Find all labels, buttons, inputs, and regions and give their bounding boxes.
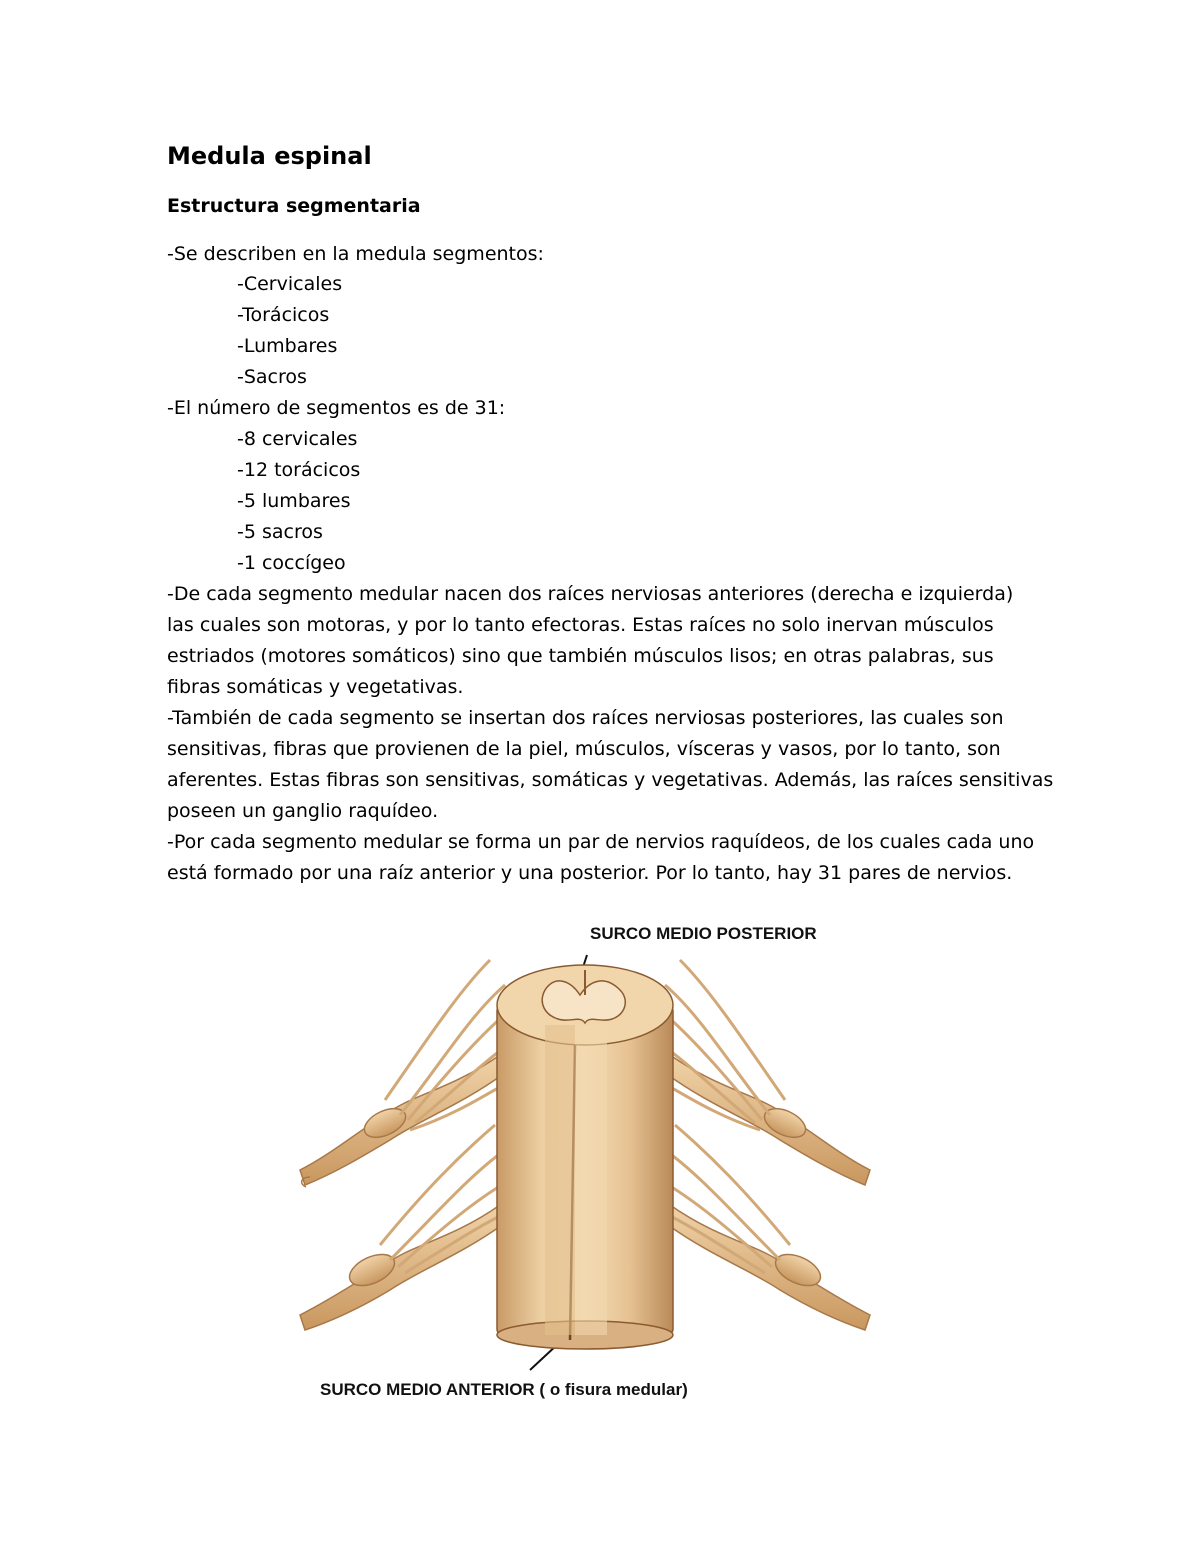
- count-item: -1 coccígeo: [237, 552, 346, 574]
- count-item: -5 lumbares: [237, 490, 351, 512]
- count-item: -8 cervicales: [237, 428, 358, 450]
- paragraph-line: las cuales son motoras, y por lo tanto efectoras. Estas raíces no solo inervan músculos: [167, 614, 994, 636]
- count-item: -12 torácicos: [237, 459, 361, 481]
- nerve-lower-left: [300, 1205, 502, 1330]
- segment-item: -Torácicos: [237, 304, 330, 326]
- paragraph-anterior-roots: [167, 579, 1054, 889]
- spinal-cord-illustration: [290, 915, 880, 1415]
- segments-intro: -Se describen en la medula segmentos:: [167, 243, 544, 265]
- paragraph-line: poseen un ganglio raquídeo.: [167, 800, 439, 822]
- paragraph-line: fibras somáticas y vegetativas.: [167, 676, 464, 698]
- label-posterior-sulcus: SURCO MEDIO POSTERIOR: [590, 924, 817, 943]
- paragraph-line: aferentes. Estas fibras son sensitivas, somáticas y vegetativas. Además, las raíces sensitivas: [167, 769, 1054, 791]
- segment-item: -Sacros: [237, 366, 307, 388]
- paragraph-line: -Por cada segmento medular se forma un par de nervios raquídeos, de los cuales cada uno: [167, 831, 1035, 853]
- label-anterior-sulcus: SURCO MEDIO ANTERIOR ( o fisura medular): [320, 1380, 688, 1399]
- spinal-cord-column: [497, 965, 673, 1349]
- paragraph-line: -También de cada segmento se insertan dos raíces nerviosas posteriores, las cuales son: [167, 707, 1004, 729]
- count-item: -5 sacros: [237, 521, 323, 543]
- paragraph-line: -De cada segmento medular nacen dos raíces nerviosas anteriores (derecha e izquierda): [167, 583, 1014, 605]
- nerve-lower-right: [668, 1205, 870, 1330]
- section-heading: Estructura segmentaria: [167, 195, 421, 217]
- paragraph-line: estriados (motores somáticos) sino que también músculos lisos; en otras palabras, sus: [167, 645, 994, 667]
- paragraph-line: está formado por una raíz anterior y una posterior. Por lo tanto, hay 31 pares de nervios.: [167, 862, 1013, 884]
- paragraph-line: sensitivas, fibras que provienen de la piel, músculos, vísceras y vasos, por lo tanto, son: [167, 738, 1001, 760]
- segment-item: -Lumbares: [237, 335, 338, 357]
- segment-item: -Cervicales: [237, 273, 343, 295]
- page-title: Medula espinal: [167, 142, 372, 170]
- count-intro: -El número de segmentos es de 31:: [167, 397, 506, 419]
